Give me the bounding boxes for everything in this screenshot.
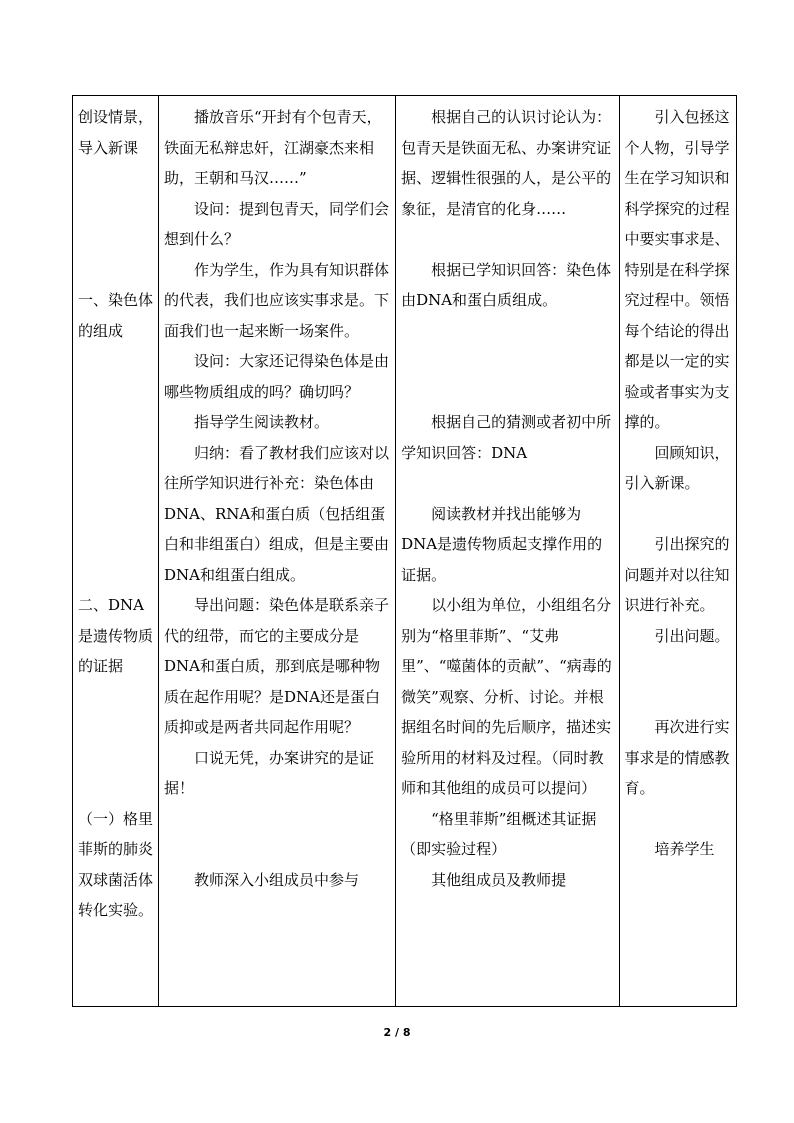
stage-chromosome: 一、染色体的组成 (78, 291, 154, 340)
student-p3: 根据自己的猜测或者初中所学知识回答：DNA (401, 413, 612, 462)
student-p4: 阅读教材并找出能够为DNA是遗传物质起支撑作用的证据。 (401, 504, 603, 584)
student-p2: 根据已学知识回答：染色体由DNA和蛋白质组成。 (401, 260, 612, 309)
intent-p1: 引入包拯这个人物，引导学生在学习知识和科学探究的过程中要实事求是、特别是在科学探究过程中。领悟每个结论的得出都是以一定的实验或者事实为支撑的。 (624, 108, 730, 431)
intent-p2: 回顾知识，引入新课。 (624, 443, 730, 492)
student-activity-column (396, 96, 619, 1007)
teacher-p2: 设问：提到包青天，同学们会想到什么？ (164, 199, 390, 248)
student-p7: 其他组成员及教师提 (431, 870, 567, 889)
teacher-p5: 指导学生阅读教材。 (194, 413, 330, 431)
lesson-plan-table (72, 95, 737, 1007)
teacher-p8: 口说无凭，办案讲究的是证据！ (164, 748, 375, 797)
intent-p4: 引出问题。 (654, 626, 730, 645)
stage-griffith: （一）格里菲斯的肺炎双球菌活体转化实验。 (78, 809, 154, 919)
teacher-p3: 作为学生，作为具有知识群体的代表，我们也应该实事求是。下面我们也一起来断一场案件。 (164, 260, 390, 340)
teacher-activity-column (159, 96, 396, 1007)
stage-intro: 创设情景，导入新课 (78, 108, 154, 157)
teacher-p7: 导出问题：染色体是联系亲子代的纽带，而它的主要成分是DNA和蛋白质，那到底是哪种物质在起作用呢？是DNA还是蛋白质抑或是两者共同起作用呢？ (164, 596, 390, 736)
stage-column (73, 96, 159, 1007)
teacher-p9: 教师深入小组成员中参与 (194, 870, 360, 889)
intent-p5: 再次进行实事求是的情感教育。 (624, 718, 730, 797)
teacher-p4: 设问：大家还记得染色体是由哪些物质组成的吗？确切吗？ (164, 352, 390, 401)
student-p5: 以小组为单位，小组组名分别为“格里菲斯”、“艾弗里”、“噬菌体的贡献”、“病毒的微笑”观察、分析、讨论。并根据组名时间的先后顺序，描述实验所用的材料及过程。（同时教师和其他组的成员可以提问） (401, 596, 612, 797)
intent-p3: 引出探究的问题并对以往知识进行补充。 (624, 535, 730, 614)
student-p6: “格里菲斯”组概述其证据（即实验过程） (401, 809, 597, 858)
table-row (73, 96, 737, 1007)
intent-p6: 培养学生 (654, 840, 715, 858)
teacher-p6: 归纳：看了教材我们应该对以往所学知识进行补充：染色体由DNA、RNA和蛋白质（包括组蛋白和非组蛋白）组成，但是主要由DNA和组蛋白组成。 (164, 443, 390, 584)
student-p1: 根据自己的认识讨论认为：包青天是铁面无私、办案讲究证据、逻辑性很强的人，是公平的象征，是清官的化身…… (401, 108, 612, 218)
page-number: 2 / 8 (383, 1026, 411, 1039)
design-intent-column (619, 96, 737, 1007)
teacher-p1: 播放音乐“开封有个包青天，铁面无私辩忠奸，江湖豪杰来相助，王朝和马汉……” (164, 108, 382, 187)
stage-dna-evidence: 二、DNA是遗传物质的证据 (78, 596, 154, 675)
